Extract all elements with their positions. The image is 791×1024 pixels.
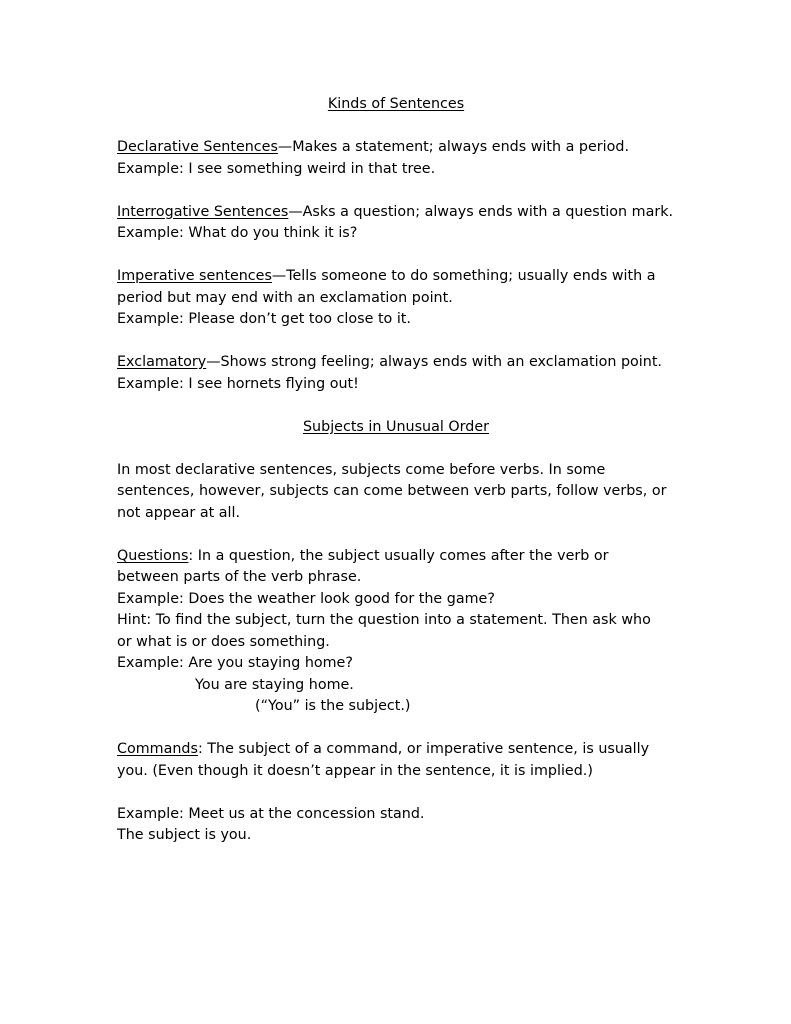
section-title-text: Subjects in Unusual Order: [302, 418, 490, 435]
document-body: [117, 94, 697, 847]
questions-line: Example: Are you staying home?: [117, 655, 353, 671]
questions-line: Example: Does the weather look good for the game?: [117, 590, 495, 607]
questions-definition: [117, 546, 697, 568]
commands-answer: The subject is you.: [117, 827, 252, 843]
intro-line: sentences, however, subjects can come between verb parts, follow verbs, or: [117, 483, 667, 499]
intro-line: In most declarative sentences, subjects come before verbs. In some: [117, 461, 606, 478]
page-title-text: Kinds of Sentences: [327, 96, 465, 112]
interrogative-definition: [117, 202, 697, 224]
imperative-definition-text: —Tells someone to do something; usually ends with a: [271, 268, 656, 284]
questions-line: or what is or does something.: [117, 633, 330, 650]
section-title: [117, 417, 675, 439]
questions-statement: You are staying home.: [195, 676, 354, 693]
commands-cont: you. (Even though it doesn’t appear in the sentence, it is implied.): [117, 762, 593, 779]
declarative-definition-text: —Makes a statement; always ends with a period.: [277, 139, 629, 155]
spacer: [117, 116, 697, 138]
declarative-example: Example: I see something weird in that tree.: [117, 160, 436, 177]
imperative-definition-cont: period but may end with an exclamation point.: [117, 289, 453, 306]
interrogative-term: Interrogative Sentences: [117, 203, 289, 220]
intro-line: not appear at all.: [117, 504, 241, 521]
imperative-definition: [117, 266, 697, 288]
declarative-definition: [117, 137, 697, 159]
exclamatory-term: Exclamatory: [117, 354, 207, 370]
commands-definition: [117, 739, 697, 761]
interrogative-example: Example: What do you think it is?: [117, 225, 358, 241]
spacer: [117, 331, 697, 353]
questions-line: Hint: To find the subject, turn the question into a statement. Then ask who: [117, 612, 651, 628]
exclamatory-definition: [117, 352, 697, 374]
questions-term: Questions: [117, 547, 189, 564]
questions-definition-text: : In a question, the subject usually comes after the verb or: [188, 547, 609, 564]
page-title: [117, 94, 675, 116]
exclamatory-example: Example: I see hornets flying out!: [117, 375, 359, 392]
declarative-term: Declarative Sentences: [117, 139, 278, 155]
spacer: [117, 524, 697, 546]
spacer: [117, 245, 697, 267]
spacer: [117, 438, 697, 460]
spacer: [117, 782, 697, 804]
commands-term: Commands: [117, 741, 198, 757]
imperative-example: Example: Please don’t get too close to it.: [117, 311, 411, 327]
imperative-term: Imperative sentences: [117, 268, 272, 284]
exclamatory-definition-text: —Shows strong feeling; always ends with an exclamation point.: [206, 354, 662, 370]
spacer: [117, 395, 697, 417]
questions-note: (“You” is the subject.): [255, 698, 411, 714]
interrogative-definition-text: —Asks a question; always ends with a question mark.: [288, 203, 674, 220]
commands-example: Example: Meet us at the concession stand.: [117, 805, 425, 822]
spacer: [117, 180, 697, 202]
commands-definition-text: : The subject of a command, or imperative sentence, is usually: [197, 741, 650, 757]
questions-line: between parts of the verb phrase.: [117, 569, 362, 585]
spacer: [117, 718, 697, 740]
